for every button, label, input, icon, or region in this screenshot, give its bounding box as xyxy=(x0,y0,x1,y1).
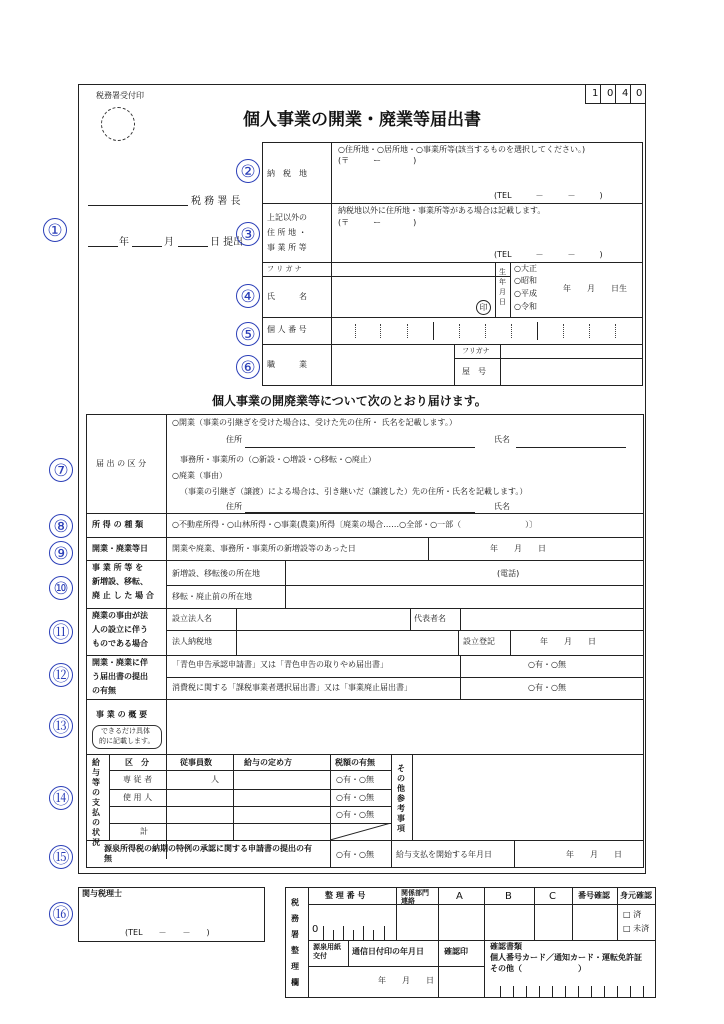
stamp-label: 税務署受付印 xyxy=(96,91,144,100)
salary-blank-yn[interactable]: ○有・○無 xyxy=(336,810,374,819)
marker-1: ① xyxy=(43,218,67,242)
salary-head-kubun: 区 分 xyxy=(125,758,149,767)
seiri-no: 整 理 番 号 xyxy=(325,891,366,900)
applicant-table xyxy=(262,142,643,386)
seal-mark: 印 xyxy=(476,300,491,315)
corp-rep: 代表者名 xyxy=(414,614,446,623)
other-address-label: 住 所 地 ・ xyxy=(267,228,307,237)
id-not-done[interactable]: □ 未済 xyxy=(623,924,650,933)
docs-blue-yn[interactable]: ○有・○無 xyxy=(528,660,566,669)
corp-label: 人の設立に伴う xyxy=(92,625,148,634)
era-heisei: ○平成 xyxy=(514,289,537,298)
era-showa: ○昭和 xyxy=(514,276,537,285)
pay-start-ymd: 年 月 日 xyxy=(566,850,622,859)
office-use-side: 税務署整理欄 xyxy=(291,898,299,987)
docs-label: 開業・廃業に伴 xyxy=(92,658,148,667)
docs-blue: 「青色申告承認申請書」又は「青色申告の取りやめ届出書」 xyxy=(172,660,388,669)
haigyo-name-label: 氏名 xyxy=(494,502,510,511)
move-label: 事 業 所 等 を xyxy=(92,563,144,572)
era-reiwa: ○令和 xyxy=(514,302,537,311)
job-label: 職 業 xyxy=(267,360,307,369)
summary-note: できるだけ具体 xyxy=(101,727,150,735)
date-label: 開業・廃業等日 xyxy=(92,544,148,553)
salary-head-count: 従事員数 xyxy=(180,758,212,767)
salary-people-unit: 人 xyxy=(211,775,219,784)
kaigyo-name-label: 氏名 xyxy=(494,435,510,444)
nozei-postal: (〒 ー ) xyxy=(338,156,417,165)
withholding-label: 源泉所得税の納期の特例の承認に関する申請書の提出の有無 xyxy=(104,844,312,863)
salary-total-strike xyxy=(330,823,391,840)
withholding-yn[interactable]: ○有・○無 xyxy=(336,850,374,859)
move-old: 移転・廃止前の所在地 xyxy=(172,592,252,601)
corp-tax: 法人納税地 xyxy=(172,637,212,646)
doc-other: その他（ ） xyxy=(490,964,586,973)
marker-5: ⑤ xyxy=(236,322,260,346)
reception-stamp-circle xyxy=(101,107,135,141)
confirm-seal: 確認印 xyxy=(444,947,468,956)
income-label: 所 得 の 種 類 xyxy=(92,520,144,529)
birth-label: 生年月日 xyxy=(499,268,506,306)
haigyo-address-label: 住所 xyxy=(226,502,242,511)
marker-14: ⑭ xyxy=(49,786,73,810)
form-code-digit: 1 xyxy=(592,88,599,99)
summary-note: 的に記載します。 xyxy=(99,737,155,745)
marker-16: ⑯ xyxy=(49,902,73,926)
marker-11: ⑪ xyxy=(49,620,73,644)
other-address-label: 上記以外の xyxy=(267,213,307,222)
corp-ymd: 年 月 日 xyxy=(540,637,596,646)
salary-employee-yn[interactable]: ○有・○無 xyxy=(336,793,374,802)
marker-12: ⑫ xyxy=(49,663,73,687)
col-b: B xyxy=(505,891,512,902)
date-ymd: 年 月 日 xyxy=(490,544,546,553)
bottom-ymd: 年 月 日 xyxy=(378,976,434,985)
tax-accountant-label: 関与税理士 xyxy=(82,889,122,898)
marker-10: ⑩ xyxy=(49,576,73,600)
marker-13: ⑬ xyxy=(49,714,73,738)
marker-6: ⑥ xyxy=(236,355,260,379)
salary-side-label: 給与等の支払の状況 xyxy=(92,758,100,847)
era-taisho: ○大正 xyxy=(514,264,537,273)
tax-office-suffix: 税 務 署 長 xyxy=(191,196,241,207)
marker-8: ⑧ xyxy=(49,514,73,538)
move-new: 新増設、移転後の所在地 xyxy=(172,569,260,578)
salary-head-method: 給与の定め方 xyxy=(244,758,292,767)
date-desc: 開業や廃業、事務所・事業所の新増設等のあった日 xyxy=(172,544,356,553)
date-month-label: 月 xyxy=(164,237,174,248)
docs-label: う届出書の提出 xyxy=(92,672,148,681)
docs-cons: 消費税に関する「課税事業者選択届出書」又は「事業廃止届出書」 xyxy=(172,683,412,692)
tax-office-line xyxy=(88,205,188,206)
nozei-tel: (TEL － － ) xyxy=(494,191,603,200)
num-check: 番号確認 xyxy=(578,891,610,900)
other-postal: (〒 ー ) xyxy=(338,218,417,227)
move-label: 新増設、移転、 xyxy=(92,577,148,586)
kaigyo-option[interactable]: ○開業（事業の引継ぎを受けた場合は、受けた先の住所・ 氏名を記載します。） xyxy=(172,418,457,427)
col-a: A xyxy=(456,891,463,902)
doc-list: 個人番号カード／通知カード・運転免許証 xyxy=(490,953,642,962)
haigyo-note: （事業の引継ぎ（譲渡）による場合は、引き継いだ（譲渡した）先の住所・氏名を記載します。） xyxy=(180,487,528,496)
marker-15: ⑮ xyxy=(49,845,73,869)
id-check: 身元確認 xyxy=(620,891,652,900)
tax-accountant-tel: (TEL － － ) xyxy=(125,928,210,937)
corp-reg: 設立登記 xyxy=(463,637,495,646)
nozei-option: ○住所地・○居所地・○事業所等(該当するものを選択してください。) xyxy=(338,145,586,154)
summary-label: 事 業 の 概 要 xyxy=(96,710,148,719)
corp-name: 設立法人名 xyxy=(172,614,212,623)
form-title: 個人事業の開業・廃業等届出書 xyxy=(243,110,481,130)
pay-start-label: 給与支払を開始する年月日 xyxy=(396,850,492,859)
marker-2: ② xyxy=(236,159,260,183)
income-options[interactable]: ○不動産所得・○山林所得・○事業(農業)所得〔廃業の場合……○全部・○一部（ ）〕 xyxy=(172,520,538,529)
comm-date: 通信日付印の年月日 xyxy=(352,947,424,956)
other-address-note: 納税地以外に住所地・事業所等がある場合は記載します。 xyxy=(338,206,546,215)
office-change-option[interactable]: 事務所・事業所の（○新設・○増設・○移転・○廃止） xyxy=(180,455,376,464)
corp-label: ものである場合 xyxy=(92,639,148,648)
paper-issued: 源泉用紙交付 xyxy=(313,943,341,960)
kubun-label: 届 出 の 区 分 xyxy=(96,459,147,468)
salary-family-yn[interactable]: ○有・○無 xyxy=(336,775,374,784)
move-phone: (電話) xyxy=(497,569,520,578)
other-tel: (TEL － － ) xyxy=(494,250,603,259)
date-year-label: 年 xyxy=(119,237,129,248)
docs-label: の有無 xyxy=(92,686,116,695)
corp-label: 廃業の事由が法 xyxy=(92,611,148,620)
marker-4: ④ xyxy=(236,284,260,308)
name-label: 氏 名 xyxy=(267,292,307,301)
salary-family: 専 従 者 xyxy=(123,775,153,784)
col-c: C xyxy=(549,891,556,902)
docs-cons-yn[interactable]: ○有・○無 xyxy=(528,683,566,692)
marker-3: ③ xyxy=(236,222,260,246)
yago-furigana: フリガナ xyxy=(462,347,490,355)
form-code-digit: 0 xyxy=(636,88,643,99)
birth-ymd: 年 月 日生 xyxy=(563,284,627,293)
form-code-digit: 0 xyxy=(607,88,614,99)
seiri-zero: 0 xyxy=(312,924,319,935)
kaigyo-address-label: 住所 xyxy=(226,435,242,444)
move-label: 廃 止 し た 場 合 xyxy=(92,591,154,600)
salary-total: 計 xyxy=(140,827,148,836)
mynumber-label: 個 人 番 号 xyxy=(267,325,307,334)
id-done[interactable]: □ 済 xyxy=(623,910,642,919)
salary-employee: 使 用 人 xyxy=(123,793,153,802)
haigyo-option[interactable]: ○廃業（事由） xyxy=(172,471,227,480)
salary-head-tax: 税額の有無 xyxy=(335,758,375,767)
statement: 個人事業の開廃業等について次のとおり届けます。 xyxy=(212,394,487,408)
other-address-label: 事 業 所 等 xyxy=(267,243,307,252)
doc-type: 確認書類 xyxy=(490,942,522,951)
nozei-label: 納 税 地 xyxy=(267,169,307,178)
date-day-label: 日 提出 xyxy=(210,237,244,248)
furigana-label: フ リ ガ ナ xyxy=(267,265,302,273)
marker-7: ⑦ xyxy=(49,458,73,482)
marker-9: ⑨ xyxy=(49,541,73,565)
form-code-digit: 4 xyxy=(622,88,629,99)
salary-other-label: その他参考事項 xyxy=(397,764,405,833)
yago-label: 屋 号 xyxy=(462,367,486,376)
dept-no: 関係部門連絡 xyxy=(401,889,429,905)
